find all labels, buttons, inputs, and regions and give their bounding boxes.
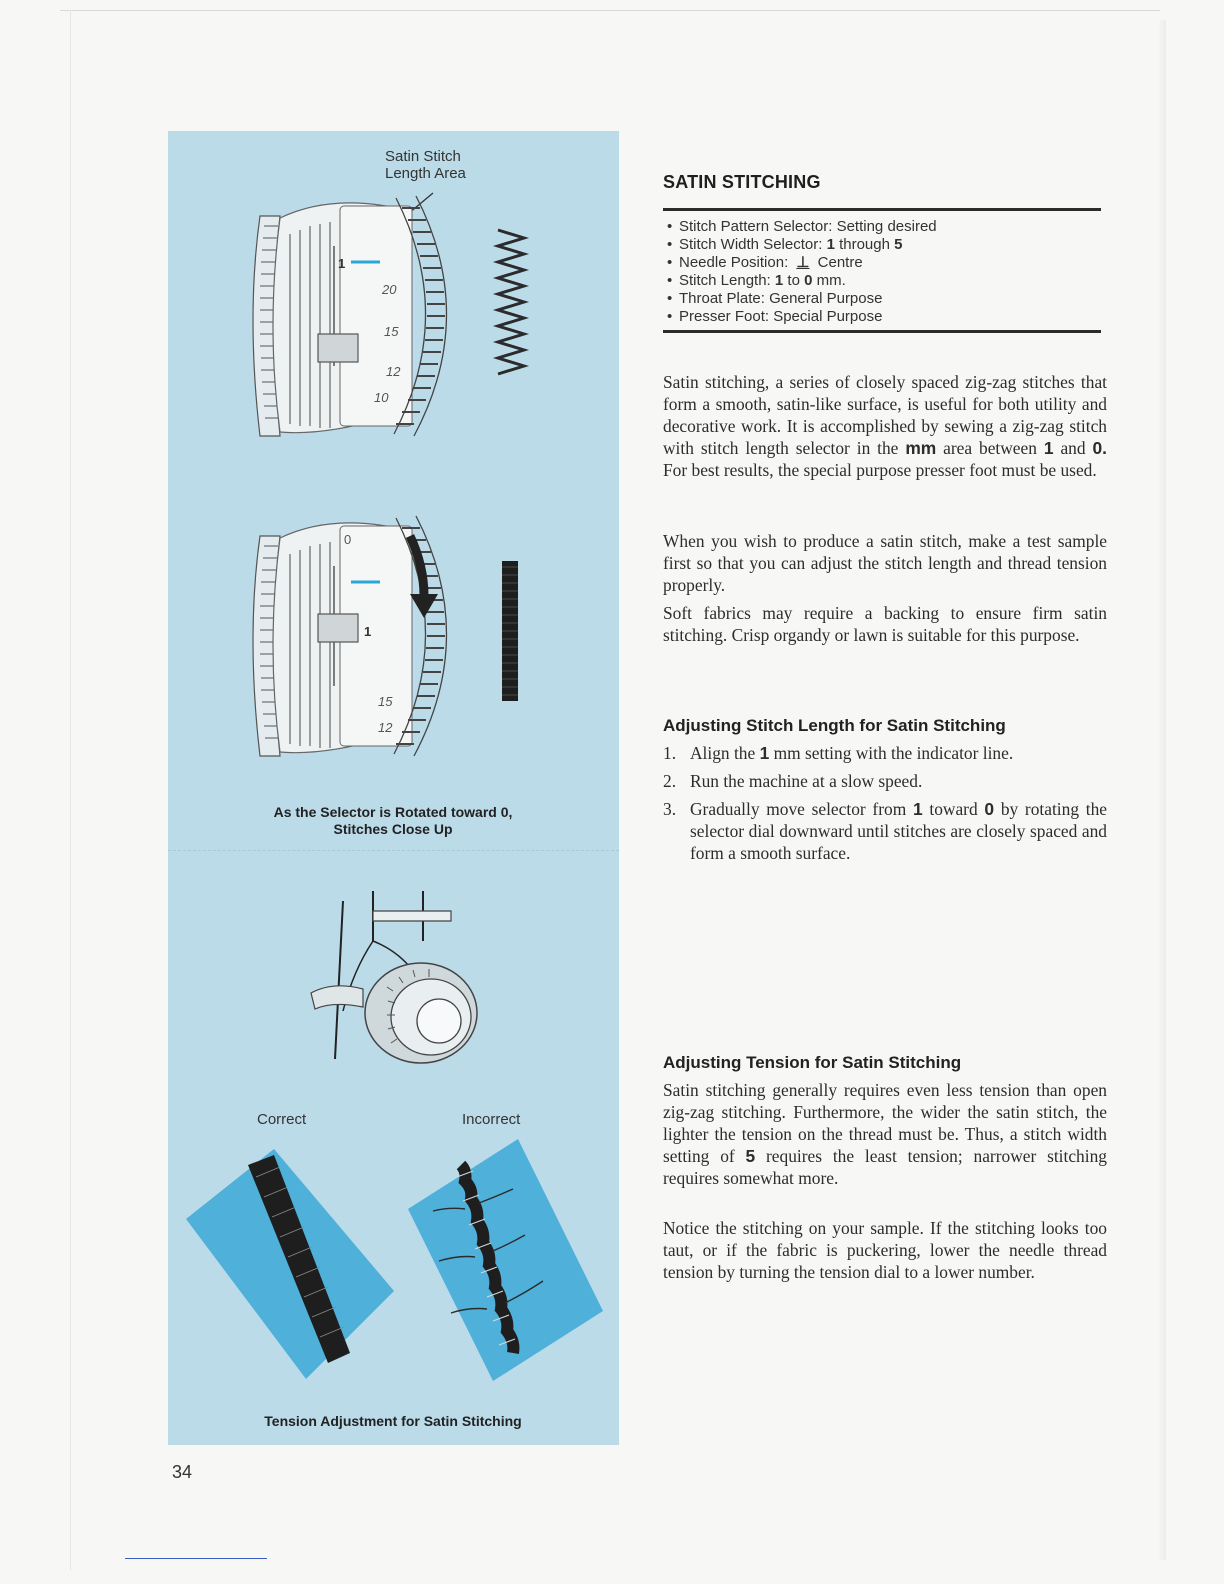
spec-length-unit: mm. [816,272,846,289]
spec-item-pattern [667,218,937,236]
page-edge-left [70,10,71,1570]
spec-width-min: 1 [826,236,835,253]
open-zigzag-sample [494,228,530,378]
caption-rotated-line1: As the Selector is Rotated toward 0, [273,804,513,820]
intro-paragraph [663,371,1107,481]
tension-text-a: Satin stitching generally requires even less tension than open zig-zag stitching. Furthermore, the wider the satin stitch, the lighter the tension on the thread must be. Thus, a stitch width setting of [663,1080,1107,1166]
step-1 [663,742,1107,764]
step-1-setting: 1 [759,743,770,763]
intro-zero: 0. [1092,438,1107,458]
step-3-text-a: Gradually move selector from [690,799,907,819]
satin-area-label [385,148,466,182]
spec-pattern-value: Setting desired [836,218,937,235]
dial1-mark-20: 20 [382,282,397,297]
tension-paragraph-1 [663,1079,1107,1189]
spec-width-through: through [839,236,890,253]
step-3-text-b: toward [929,799,978,819]
dial1-mark-15: 15 [384,324,399,339]
spec-length-label: Stitch Length: [679,272,771,289]
step-2-text: Run the machine at a slow speed. [690,771,923,791]
tension-text-b: requires the least tension; narrower stitching requires somewhat more. [663,1146,1107,1188]
footer-line [125,1558,267,1559]
satin-stitch-sample [502,561,518,701]
step-2-number: 2. [663,771,677,791]
step-3-text-c: by rotating the selector dial downward until stitches are closely spaced and form a smooth surface. [690,799,1107,863]
step-3-number: 3. [663,799,677,819]
spec-item-throat-plate [667,290,937,308]
centre-needle-position-icon: ⊥ [796,254,810,271]
step-3-from: 1 [912,799,923,819]
caption-tension: Tension Adjustment for Satin Stitching [264,1413,522,1429]
spec-foot-value: Special Purpose [773,308,883,325]
tension-paragraph-2: Notice the stitching on your sample. If the stitching looks too taut, or if the fabric is puckering, lower the needle thread tension by turning the tension dial to a lower number. [663,1218,1107,1282]
step-1-text-b: mm setting with the indicator line. [773,743,1014,763]
panel-divider [168,850,619,851]
spec-list [667,218,937,326]
caption-rotated-line2: Stitches Close Up [333,821,453,837]
spec-length-from: 1 [774,272,784,289]
spec-length-until: 0 [804,272,813,289]
page-edge-top [60,10,1160,11]
page-edge-right [1158,20,1166,1560]
intro-text-d: For best results, the special purpose presser foot must be used. [663,460,1097,480]
spec-item-presser-foot [667,308,937,326]
intro-text-c: and [1060,438,1086,458]
satin-area-label-line1: Satin Stitch [385,148,461,165]
length-heading: Adjusting Stitch Length for Satin Stitching [663,716,1006,735]
step-2 [663,770,1107,792]
spec-throat-label: Throat Plate: [679,290,765,307]
tension-width-setting: 5 [745,1146,756,1166]
dial2-mark-1: 1 [364,624,372,639]
dial2-mark-0: 0 [344,532,352,547]
spec-item-length [667,272,937,290]
spec-needle-value: Centre [817,254,863,271]
dial1-mark-10: 10 [374,390,389,405]
section-title: SATIN STITCHING [663,172,821,192]
caption-rotated [228,804,558,838]
incorrect-tension-fabric [403,1131,603,1381]
spec-item-needle [667,254,937,272]
incorrect-label: Incorrect [462,1111,521,1128]
spec-width-label: Stitch Width Selector: [679,236,823,253]
correct-tension-fabric [186,1141,396,1381]
step-1-number: 1. [663,743,677,763]
step-1-text-a: Align the [690,743,756,763]
step-3-to: 0 [984,799,995,819]
spec-box-bottom-rule [663,330,1101,333]
illustration-panel [168,131,619,1445]
length-steps [663,742,1107,870]
dial2-mark-15: 15 [378,694,393,709]
tension-heading: Adjusting Tension for Satin Stitching [663,1053,962,1072]
spec-foot-label: Presser Foot: [679,308,770,325]
intro-one: 1 [1043,438,1054,458]
spec-needle-label: Needle Position: [679,254,789,271]
dial1-mark-12: 12 [386,364,401,379]
satin-area-label-line2: Length Area [385,165,466,182]
spec-width-max: 5 [894,236,903,253]
dial1-mark-1: 1 [338,256,346,271]
spec-throat-value: General Purpose [769,290,883,307]
intro-text-b: area between [943,438,1037,458]
tension-dial-illustration [303,881,493,1071]
spec-item-width [667,236,937,254]
correct-label: Correct [257,1111,307,1128]
backing-paragraph: Soft fabrics may require a backing to ensure firm satin stitching. Crisp organdy or lawn is suitable for this purpose. [663,603,1107,645]
intro-text-a: Satin stitching, a series of closely spaced zig-zag stitches that form a smooth, satin-like surface, is useful for both utility and decorative work. It is accomplished by sewing a zig-zag stitch with stitch length selector in the [663,372,1107,458]
page-number: 34 [172,1462,193,1482]
spec-length-to: to [787,272,800,289]
step-3 [663,798,1107,864]
rotate-down-arrow-icon [410,594,438,618]
intro-mm: mm [905,438,937,458]
spec-box-top-rule [663,208,1101,211]
test-sample-paragraph: When you wish to produce a satin stitch, make a test sample first so that you can adjust the stitch length and thread tension properly. [663,531,1107,595]
dial2-mark-12: 12 [378,720,393,735]
spec-pattern-label: Stitch Pattern Selector: [679,218,833,235]
